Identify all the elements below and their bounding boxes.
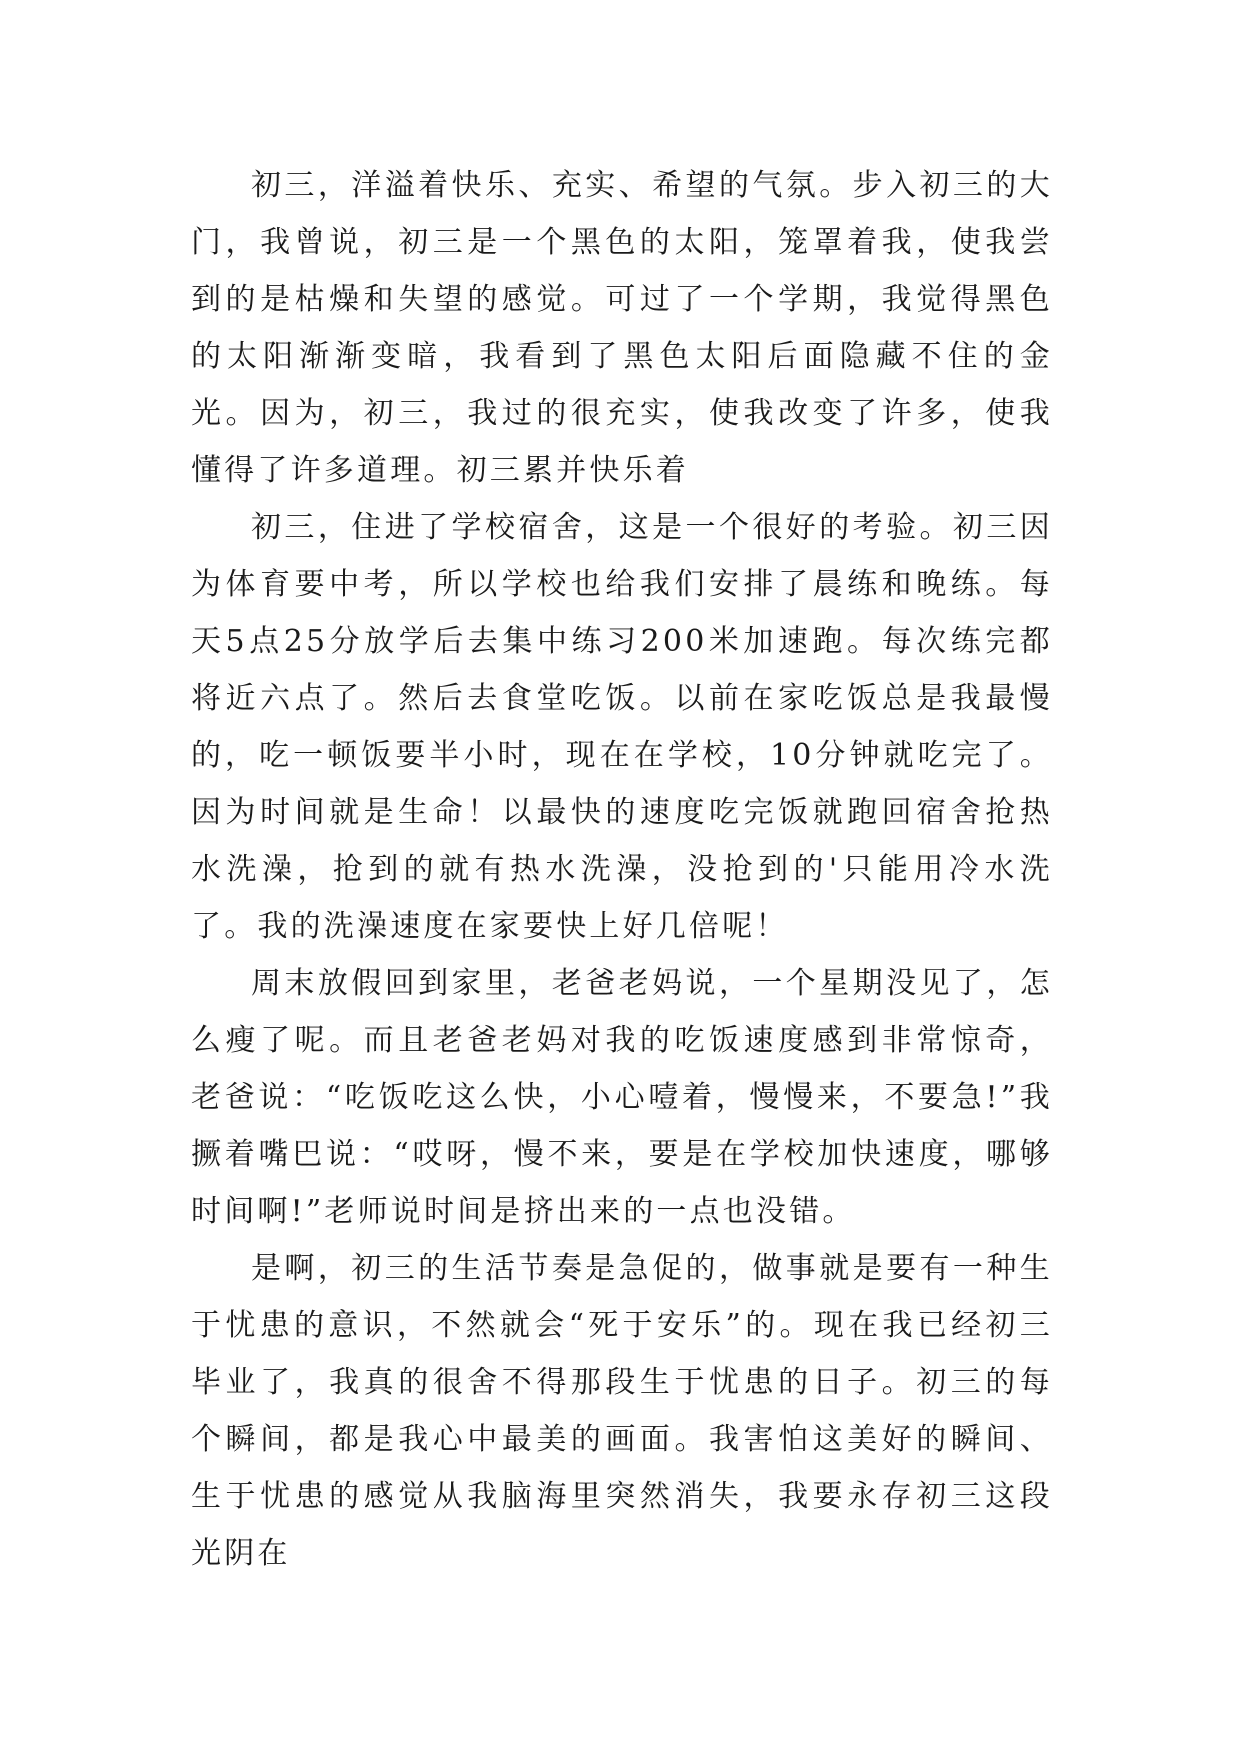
paragraph-2: 初三，住进了学校宿舍，这是一个很好的考验。初三因为体育要中考，所以学校也给我们安排了晨练和晚练。每天5点25分放学后去集中练习200米加速跑。每次练完都将近六点了。然后去食堂吃饭。以前在家吃饭总是我最慢的，吃一顿饭要半小时，现在在学校，10分钟就吃完了。因为时间就是生命！以最快的速度吃完饭就跑回宿舍抢热水洗澡，抢到的就有热水洗澡，没抢到的'只能用冷水洗了。我的洗澡速度在家要快上好几倍呢！ [191,510,1053,944]
paragraph-3: 周末放假回到家里，老爸老妈说，一个星期没见了，怎么瘦了呢。而且老爸老妈对我的吃饭速度感到非常惊奇，老爸说：“吃饭吃这么快，小心噎着，慢慢来，不要急!”我撅着嘴巴说：“哎呀，慢不来，要是在学校加快速度，哪够时间啊!”老师说时间是挤出来的一点也没错。 [191,966,1053,1229]
paragraph-1: 初三，洋溢着快乐、充实、希望的气氛。步入初三的大门，我曾说，初三是一个黑色的太阳，笼罩着我，使我尝到的是枯燥和失望的感觉。可过了一个学期，我觉得黑色的太阳渐渐变暗，我看到了黑色太阳后面隐藏不住的金光。因为，初三，我过的很充实，使我改变了许多，使我懂得了许多道理。初三累并快乐着 [191,168,1053,488]
paragraph-4: 是啊，初三的生活节奏是急促的，做事就是要有一种生于忧患的意识，不然就会“死于安乐”的。现在我已经初三毕业了，我真的很舍不得那段生于忧患的日子。初三的每个瞬间，都是我心中最美的画面。我害怕这美好的瞬间、生于忧患的感觉从我脑海里突然消失，我要永存初三这段光阴在 [191,1251,1053,1571]
document-body [191,157,1053,1582]
